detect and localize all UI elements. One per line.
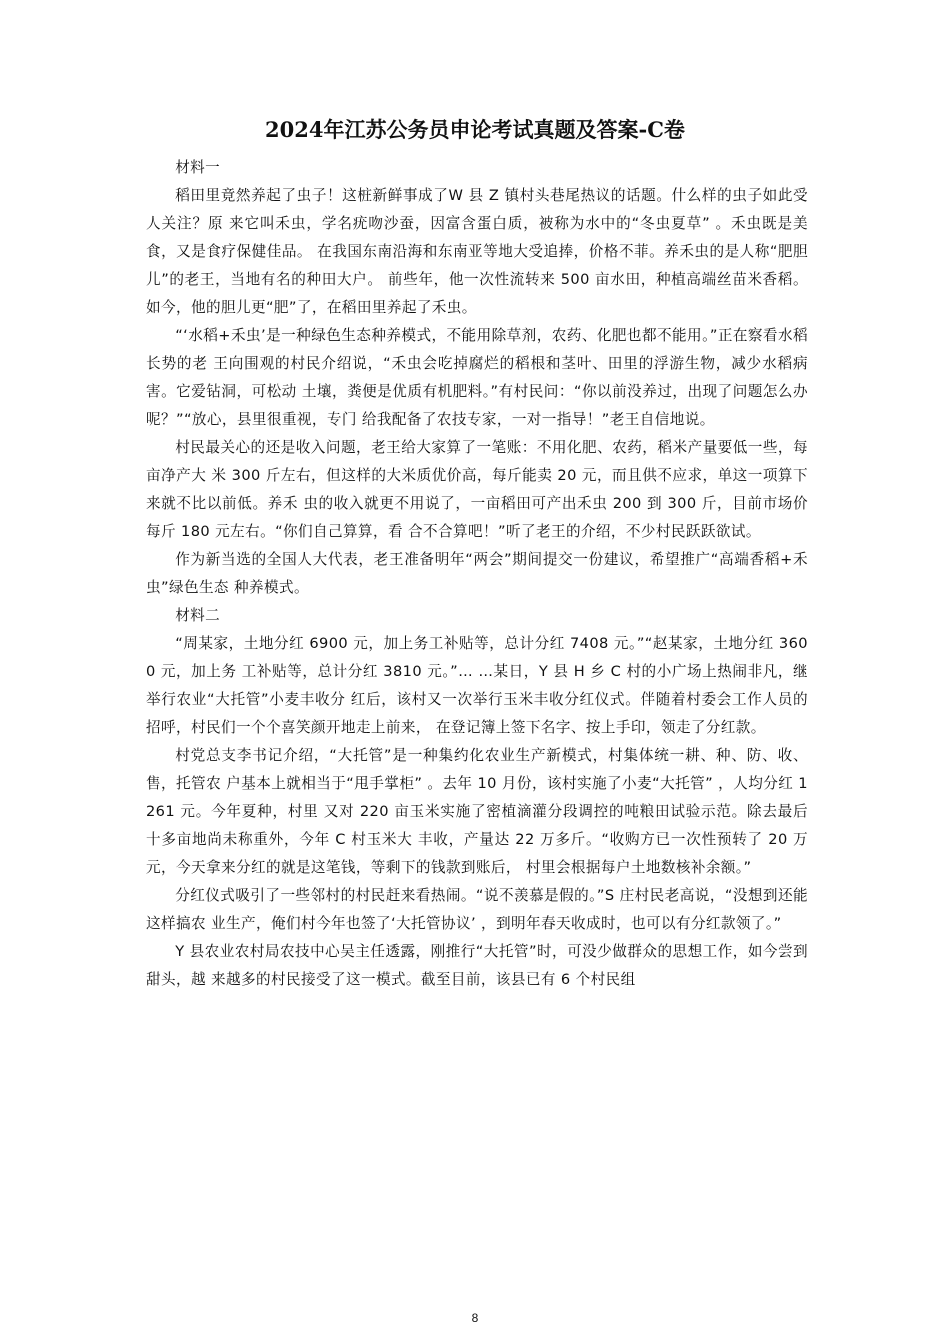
- paragraph: 村民最关心的还是收入问题，老王给大家算了一笔账：不用化肥、农药，稻米产量要低一些，每亩净产大 米 300 斤左右，但这样的大米质优价高，每斤能卖 20 元，而且供不应求，单这一项算下来就不比以前低。养禾 虫的收入就更不用说了，一亩稻田可产出禾虫 200 到 300 斤，目前市场价每斤 180 元左右。“你们自己算算，看 合不合算吧！”听了老王的介绍，不少村民跃跃欲试。: [146, 439, 808, 540]
- paragraph: “‘水稻+禾虫’是一种绿色生态种养模式，不能用除草剂，农药、化肥也都不能用。”正在察看水稻长势的老 王向围观的村民介绍说，“禾虫会吃掉腐烂的稻根和茎叶、田里的浮游生物，减少水稻病害。它爱钻洞，可松动 土壤，粪便是优质有机肥料。”有村民问：“你以前没养过，出现了问题怎么办呢？”“放心，县里很重视，专门 给我配备了农技专家，一对一指导！”老王自信地说。: [146, 327, 808, 428]
- document-title: 2024年江苏公务员申论考试真题及答案-C卷: [265, 117, 685, 142]
- page-number: 8: [471, 1311, 479, 1325]
- paragraph: 作为新当选的全国人大代表，老王准备明年“两会”期间提交一份建议，希望推广“高端香稻+禾虫”绿色生态 种养模式。: [146, 551, 808, 596]
- section-heading-material-1: 材料一: [175, 159, 221, 176]
- paragraph: Y 县农业农村局农技中心吴主任透露，刚推行“大托管”时，可没少做群众的思想工作，如今尝到甜头，越 来越多的村民接受了这一模式。截至目前，该县已有 6 个村民组: [146, 943, 808, 988]
- document-body: [146, 154, 808, 994]
- paragraph: 稻田里竟然养起了虫子！这桩新鲜事成了W 县 Z 镇村头巷尾热议的话题。什么样的虫子如此受人关注？原 来它叫禾虫，学名疣吻沙蚕，因富含蛋白质，被称为水中的“冬虫夏草” 。禾虫既是美食，又是食疗保健佳品。 在我国东南沿海和东南亚等地大受追捧，价格不菲。养禾虫的是人称“肥胆儿”的老王，当地有名的种田大户。 前些年，他一次性流转来 500 亩水田，种植高端丝苗米香稻。如今，他的胆儿更“肥”了，在稻田里养起了禾虫。: [146, 187, 808, 316]
- paragraph: “周某家，土地分红 6900 元，加上务工补贴等，总计分红 7408 元。”“赵某家，土地分红 3600 元，加上务 工补贴等，总计分红 3810 元。”… …某日，Y 县 H 乡 C 村的小广场上热闹非凡，继举行农业“大托管”小麦丰收分 红后，该村又一次举行玉米丰收分红仪式。伴随着村委会工作人员的招呼，村民们一个个喜笑颜开地走上前来， 在登记簿上签下名字、按上手印，领走了分红款。: [146, 635, 808, 736]
- paragraph: 分红仪式吸引了一些邻村的村民赶来看热闹。“说不羡慕是假的。”S 庄村民老高说，“没想到还能这样搞农 业生产，俺们村今年也签了‘大托管协议’ ，到明年春天收成时，也可以有分红款领了。”: [146, 887, 808, 932]
- paragraph: 村党总支李书记介绍，“大托管”是一种集约化农业生产新模式，村集体统一耕、种、防、收、售，托管农 户基本上就相当于“甩手掌柜” 。去年 10 月份，该村实施了小麦“大托管” ，人均分红 1261 元。今年夏种，村里 又对 220 亩玉米实施了密植滴灌分段调控的吨粮田试验示范。除去最后十多亩地尚未称重外，今年 C 村玉米大 丰收，产量达 22 万多斤。“收购方已一次性预转了 20 万元，今天拿来分红的就是这笔钱，等剩下的钱款到账后， 村里会根据每户土地数核补余额。”: [146, 747, 808, 876]
- section-heading-material-2: 材料二: [175, 607, 221, 624]
